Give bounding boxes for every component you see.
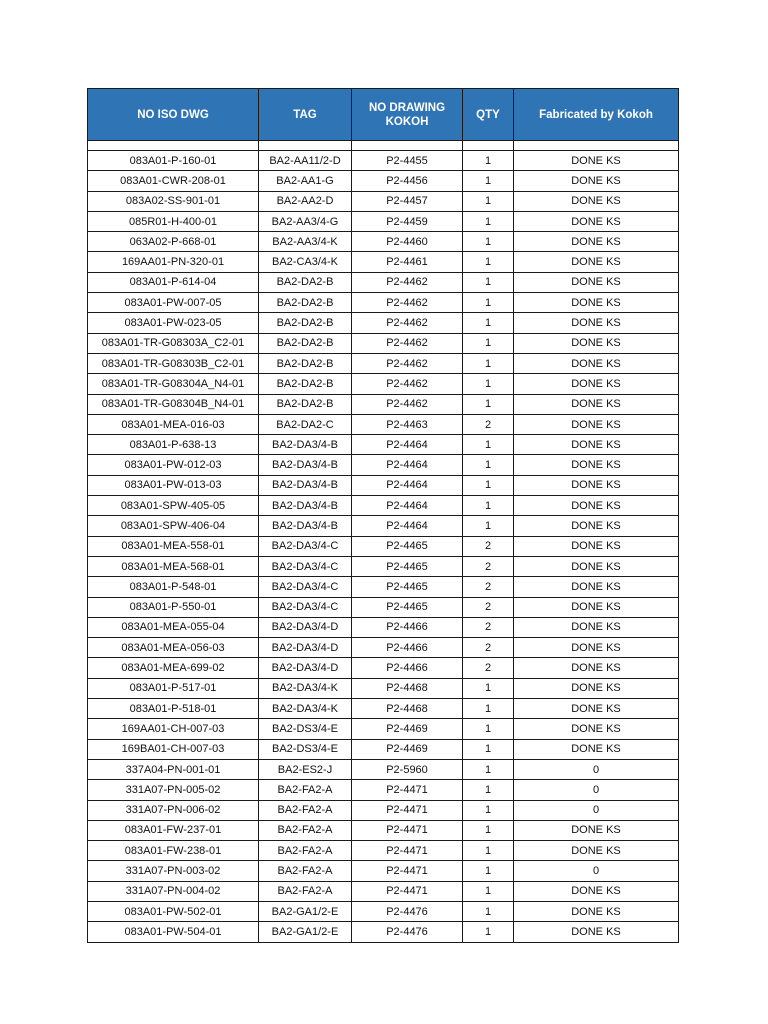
fabricated-status-cell: DONE KS: [514, 556, 679, 576]
iso-dwg-cell: 083A01-MEA-055-04: [88, 617, 259, 637]
fabricated-status-cell: DONE KS: [514, 455, 679, 475]
iso-dwg-cell: 083A01-P-614-04: [88, 272, 259, 292]
iso-dwg-cell: 083A01-TR-G08304B_N4-01: [88, 394, 259, 414]
qty-cell: 1: [463, 820, 514, 840]
iso-dwg-cell: 169BA01-CH-007-03: [88, 739, 259, 759]
table-row: [88, 496, 679, 516]
table-row: [88, 800, 679, 820]
fabricated-status-cell: 0: [514, 780, 679, 800]
fabricated-status-cell: DONE KS: [514, 841, 679, 861]
iso-dwg-cell: 083A01-PW-502-01: [88, 901, 259, 921]
drawing-no-cell: P2-4466: [352, 638, 463, 658]
drawing-no-cell: P2-4464: [352, 516, 463, 536]
qty-cell: 1: [463, 211, 514, 231]
qty-cell: 1: [463, 171, 514, 191]
iso-dwg-cell: 083A01-PW-007-05: [88, 293, 259, 313]
table-row: [88, 658, 679, 678]
table-row: [88, 780, 679, 800]
drawing-no-cell: P2-4462: [352, 293, 463, 313]
drawing-no-cell: P2-4471: [352, 780, 463, 800]
fabricated-status-cell: DONE KS: [514, 191, 679, 211]
tag-cell: BA2-FA2-A: [259, 861, 352, 881]
table-row: [88, 516, 679, 536]
qty-cell: 1: [463, 759, 514, 779]
tag-cell: BA2-DA3/4-K: [259, 699, 352, 719]
qty-cell: 1: [463, 800, 514, 820]
header-row: [88, 89, 679, 141]
qty-cell: 1: [463, 881, 514, 901]
table-row: [88, 638, 679, 658]
fabricated-status-cell: DONE KS: [514, 333, 679, 353]
table-row: [88, 678, 679, 698]
qty-cell: 1: [463, 191, 514, 211]
tag-cell: BA2-CA3/4-K: [259, 252, 352, 272]
fabricated-status-cell: DONE KS: [514, 881, 679, 901]
table-row: [88, 597, 679, 617]
qty-cell: 1: [463, 232, 514, 252]
iso-dwg-cell: 331A07-PN-006-02: [88, 800, 259, 820]
table-row: [88, 759, 679, 779]
iso-dwg-cell: 083A01-MEA-699-02: [88, 658, 259, 678]
qty-cell: 1: [463, 293, 514, 313]
tag-cell: BA2-DA3/4-K: [259, 678, 352, 698]
qty-cell: 1: [463, 901, 514, 921]
tag-cell: BA2-DA2-C: [259, 414, 352, 434]
tag-cell: BA2-AA2-D: [259, 191, 352, 211]
iso-dwg-cell: 083A01-TR-G08303B_C2-01: [88, 353, 259, 373]
iso-dwg-cell: 083A01-SPW-406-04: [88, 516, 259, 536]
iso-dwg-cell: 083A01-MEA-056-03: [88, 638, 259, 658]
table-row: [88, 151, 679, 171]
drawing-no-cell: P2-4471: [352, 861, 463, 881]
tag-cell: BA2-DA3/4-C: [259, 597, 352, 617]
drawing-no-cell: P2-4465: [352, 556, 463, 576]
table-row: [88, 232, 679, 252]
fabricated-status-cell: DONE KS: [514, 678, 679, 698]
tag-cell: BA2-FA2-A: [259, 881, 352, 901]
tag-cell: BA2-DA2-B: [259, 394, 352, 414]
tag-cell: BA2-DA3/4-C: [259, 556, 352, 576]
fabricated-status-cell: DONE KS: [514, 293, 679, 313]
fabricated-status-cell: DONE KS: [514, 699, 679, 719]
tag-cell: BA2-DA3/4-B: [259, 475, 352, 495]
drawing-no-cell: P2-4469: [352, 739, 463, 759]
qty-cell: 2: [463, 658, 514, 678]
tag-cell: BA2-AA3/4-K: [259, 232, 352, 252]
fabricated-status-cell: DONE KS: [514, 313, 679, 333]
table-row: [88, 881, 679, 901]
iso-dwg-cell: 083A01-SPW-405-05: [88, 496, 259, 516]
iso-dwg-cell: 063A02-P-668-01: [88, 232, 259, 252]
header-tag: TAG: [259, 89, 352, 141]
fabricated-status-cell: DONE KS: [514, 516, 679, 536]
drawing-no-cell: P2-4462: [352, 394, 463, 414]
iso-dwg-cell: 331A07-PN-003-02: [88, 861, 259, 881]
tag-cell: BA2-ES2-J: [259, 759, 352, 779]
iso-dwg-cell: 083A01-MEA-568-01: [88, 556, 259, 576]
fabricated-status-cell: DONE KS: [514, 922, 679, 942]
drawing-no-cell: P2-4460: [352, 232, 463, 252]
table-body: [88, 141, 679, 943]
iso-dwg-cell: 083A01-P-517-01: [88, 678, 259, 698]
iso-dwg-cell: 083A01-FW-237-01: [88, 820, 259, 840]
tag-cell: BA2-DA3/4-B: [259, 455, 352, 475]
qty-cell: 1: [463, 739, 514, 759]
drawing-no-cell: P2-4471: [352, 820, 463, 840]
drawing-no-cell: P2-4465: [352, 536, 463, 556]
drawing-no-cell: P2-4461: [352, 252, 463, 272]
qty-cell: 2: [463, 638, 514, 658]
tag-cell: BA2-DA2-B: [259, 293, 352, 313]
qty-cell: 1: [463, 496, 514, 516]
iso-dwg-cell: 083A01-P-548-01: [88, 577, 259, 597]
qty-cell: 1: [463, 475, 514, 495]
table-row: [88, 374, 679, 394]
table-row: [88, 455, 679, 475]
iso-dwg-cell: 169AA01-CH-007-03: [88, 719, 259, 739]
drawing-no-cell: P2-4463: [352, 414, 463, 434]
tag-cell: BA2-DA3/4-C: [259, 577, 352, 597]
iso-dwg-cell: 169AA01-PN-320-01: [88, 252, 259, 272]
table-row: [88, 739, 679, 759]
qty-cell: 1: [463, 435, 514, 455]
table-row: [88, 313, 679, 333]
tag-cell: BA2-DA3/4-B: [259, 435, 352, 455]
blank-cell: [88, 141, 259, 151]
tag-cell: BA2-DA3/4-C: [259, 536, 352, 556]
table-row: [88, 699, 679, 719]
table-row: [88, 333, 679, 353]
iso-dwg-cell: 083A01-CWR-208-01: [88, 171, 259, 191]
fabricated-status-cell: DONE KS: [514, 577, 679, 597]
table-row: [88, 922, 679, 942]
drawing-no-cell: P2-4476: [352, 922, 463, 942]
drawing-no-cell: P2-4465: [352, 597, 463, 617]
qty-cell: 1: [463, 455, 514, 475]
qty-cell: 1: [463, 841, 514, 861]
fabricated-status-cell: DONE KS: [514, 536, 679, 556]
qty-cell: 2: [463, 414, 514, 434]
drawing-no-cell: P2-4468: [352, 678, 463, 698]
iso-dwg-cell: 083A02-SS-901-01: [88, 191, 259, 211]
fabricated-status-cell: 0: [514, 759, 679, 779]
table-row: [88, 861, 679, 881]
fabricated-status-cell: DONE KS: [514, 252, 679, 272]
drawing-no-cell: P2-4465: [352, 577, 463, 597]
table-row: [88, 617, 679, 637]
tag-cell: BA2-DS3/4-E: [259, 719, 352, 739]
iso-dwg-cell: 083A01-TR-G08304A_N4-01: [88, 374, 259, 394]
fabricated-status-cell: DONE KS: [514, 171, 679, 191]
header-drawing-line2: KOKOH: [385, 115, 429, 128]
fabrication-table: [87, 88, 679, 943]
header-qty: QTY: [463, 89, 514, 141]
header-iso-dwg: NO ISO DWG: [88, 89, 259, 141]
tag-cell: BA2-DA3/4-D: [259, 658, 352, 678]
table-row: [88, 353, 679, 373]
table-row: [88, 820, 679, 840]
drawing-no-cell: P2-4464: [352, 435, 463, 455]
fabricated-status-cell: 0: [514, 861, 679, 881]
drawing-no-cell: P2-4469: [352, 719, 463, 739]
qty-cell: 2: [463, 577, 514, 597]
table-row: [88, 252, 679, 272]
drawing-no-cell: P2-4462: [352, 313, 463, 333]
fabricated-status-cell: DONE KS: [514, 638, 679, 658]
qty-cell: 1: [463, 678, 514, 698]
drawing-no-cell: P2-4464: [352, 475, 463, 495]
tag-cell: BA2-GA1/2-E: [259, 901, 352, 921]
fabricated-status-cell: DONE KS: [514, 496, 679, 516]
tag-cell: BA2-DA2-B: [259, 374, 352, 394]
iso-dwg-cell: 083A01-TR-G08303A_C2-01: [88, 333, 259, 353]
fabricated-status-cell: DONE KS: [514, 901, 679, 921]
table-row: [88, 475, 679, 495]
fabricated-status-cell: DONE KS: [514, 739, 679, 759]
drawing-no-cell: P2-4462: [352, 353, 463, 373]
table-row: [88, 577, 679, 597]
table-row: [88, 901, 679, 921]
iso-dwg-cell: 083A01-PW-504-01: [88, 922, 259, 942]
tag-cell: BA2-AA3/4-G: [259, 211, 352, 231]
table-row: [88, 211, 679, 231]
qty-cell: 1: [463, 719, 514, 739]
iso-dwg-cell: 085R01-H-400-01: [88, 211, 259, 231]
tag-cell: BA2-DA2-B: [259, 353, 352, 373]
fabricated-status-cell: DONE KS: [514, 820, 679, 840]
qty-cell: 1: [463, 780, 514, 800]
qty-cell: 1: [463, 922, 514, 942]
fabricated-status-cell: DONE KS: [514, 617, 679, 637]
table-row: [88, 171, 679, 191]
qty-cell: 1: [463, 394, 514, 414]
table-row: [88, 536, 679, 556]
fabricated-status-cell: DONE KS: [514, 374, 679, 394]
drawing-no-cell: P2-4471: [352, 841, 463, 861]
drawing-no-cell: P2-4464: [352, 496, 463, 516]
table-row: [88, 435, 679, 455]
qty-cell: 1: [463, 353, 514, 373]
qty-cell: 1: [463, 333, 514, 353]
tag-cell: BA2-AA11/2-D: [259, 151, 352, 171]
qty-cell: 2: [463, 597, 514, 617]
qty-cell: 1: [463, 516, 514, 536]
fabricated-status-cell: DONE KS: [514, 353, 679, 373]
tag-cell: BA2-FA2-A: [259, 841, 352, 861]
tag-cell: BA2-DS3/4-E: [259, 739, 352, 759]
drawing-no-cell: P2-4456: [352, 171, 463, 191]
table-header: [88, 89, 679, 141]
iso-dwg-cell: 083A01-PW-013-03: [88, 475, 259, 495]
qty-cell: 1: [463, 151, 514, 171]
tag-cell: BA2-DA3/4-D: [259, 638, 352, 658]
table-row: [88, 556, 679, 576]
drawing-no-cell: P2-4471: [352, 881, 463, 901]
qty-cell: 1: [463, 252, 514, 272]
fabricated-status-cell: DONE KS: [514, 719, 679, 739]
qty-cell: 1: [463, 313, 514, 333]
drawing-no-cell: P2-4462: [352, 374, 463, 394]
drawing-no-cell: P2-4476: [352, 901, 463, 921]
drawing-no-cell: P2-4459: [352, 211, 463, 231]
iso-dwg-cell: 083A01-PW-012-03: [88, 455, 259, 475]
drawing-no-cell: P2-4457: [352, 191, 463, 211]
table-row: [88, 394, 679, 414]
blank-cell: [463, 141, 514, 151]
fabricated-status-cell: DONE KS: [514, 414, 679, 434]
header-drawing-kokoh: [352, 89, 463, 141]
table-row: [88, 414, 679, 434]
blank-cell: [259, 141, 352, 151]
fabricated-status-cell: DONE KS: [514, 151, 679, 171]
table-row: [88, 272, 679, 292]
iso-dwg-cell: 083A01-P-518-01: [88, 699, 259, 719]
iso-dwg-cell: 083A01-MEA-016-03: [88, 414, 259, 434]
header-drawing-line1: NO DRAWING: [368, 101, 446, 114]
fabricated-status-cell: DONE KS: [514, 232, 679, 252]
iso-dwg-cell: 083A01-MEA-558-01: [88, 536, 259, 556]
drawing-no-cell: P2-4455: [352, 151, 463, 171]
iso-dwg-cell: 083A01-PW-023-05: [88, 313, 259, 333]
tag-cell: BA2-AA1-G: [259, 171, 352, 191]
blank-row: [88, 141, 679, 151]
qty-cell: 1: [463, 374, 514, 394]
blank-cell: [514, 141, 679, 151]
table-row: [88, 293, 679, 313]
fabricated-status-cell: DONE KS: [514, 211, 679, 231]
drawing-no-cell: P2-4462: [352, 333, 463, 353]
iso-dwg-cell: 083A01-FW-238-01: [88, 841, 259, 861]
fabricated-status-cell: DONE KS: [514, 597, 679, 617]
drawing-no-cell: P2-4466: [352, 617, 463, 637]
tag-cell: BA2-DA2-B: [259, 333, 352, 353]
fabricated-status-cell: DONE KS: [514, 658, 679, 678]
tag-cell: BA2-FA2-A: [259, 780, 352, 800]
iso-dwg-cell: 083A01-P-160-01: [88, 151, 259, 171]
table-row: [88, 191, 679, 211]
header-fabricated: Fabricated by Kokoh: [514, 89, 679, 141]
iso-dwg-cell: 331A07-PN-004-02: [88, 881, 259, 901]
fabricated-status-cell: DONE KS: [514, 272, 679, 292]
drawing-no-cell: P2-5960: [352, 759, 463, 779]
tag-cell: BA2-DA2-B: [259, 313, 352, 333]
drawing-no-cell: P2-4466: [352, 658, 463, 678]
tag-cell: BA2-DA3/4-B: [259, 496, 352, 516]
table-row: [88, 841, 679, 861]
iso-dwg-cell: 331A07-PN-005-02: [88, 780, 259, 800]
tag-cell: BA2-FA2-A: [259, 820, 352, 840]
iso-dwg-cell: 083A01-P-638-13: [88, 435, 259, 455]
drawing-no-cell: P2-4464: [352, 455, 463, 475]
iso-dwg-cell: 337A04-PN-001-01: [88, 759, 259, 779]
qty-cell: 2: [463, 536, 514, 556]
tag-cell: BA2-FA2-A: [259, 800, 352, 820]
fabricated-status-cell: DONE KS: [514, 435, 679, 455]
blank-cell: [352, 141, 463, 151]
fabricated-status-cell: DONE KS: [514, 475, 679, 495]
qty-cell: 1: [463, 699, 514, 719]
tag-cell: BA2-DA3/4-B: [259, 516, 352, 536]
qty-cell: 1: [463, 861, 514, 881]
qty-cell: 1: [463, 272, 514, 292]
tag-cell: BA2-DA3/4-D: [259, 617, 352, 637]
drawing-no-cell: P2-4471: [352, 800, 463, 820]
qty-cell: 2: [463, 556, 514, 576]
fabricated-status-cell: 0: [514, 800, 679, 820]
drawing-no-cell: P2-4462: [352, 272, 463, 292]
table-row: [88, 719, 679, 739]
iso-dwg-cell: 083A01-P-550-01: [88, 597, 259, 617]
drawing-no-cell: P2-4468: [352, 699, 463, 719]
qty-cell: 2: [463, 617, 514, 637]
tag-cell: BA2-GA1/2-E: [259, 922, 352, 942]
fabricated-status-cell: DONE KS: [514, 394, 679, 414]
tag-cell: BA2-DA2-B: [259, 272, 352, 292]
